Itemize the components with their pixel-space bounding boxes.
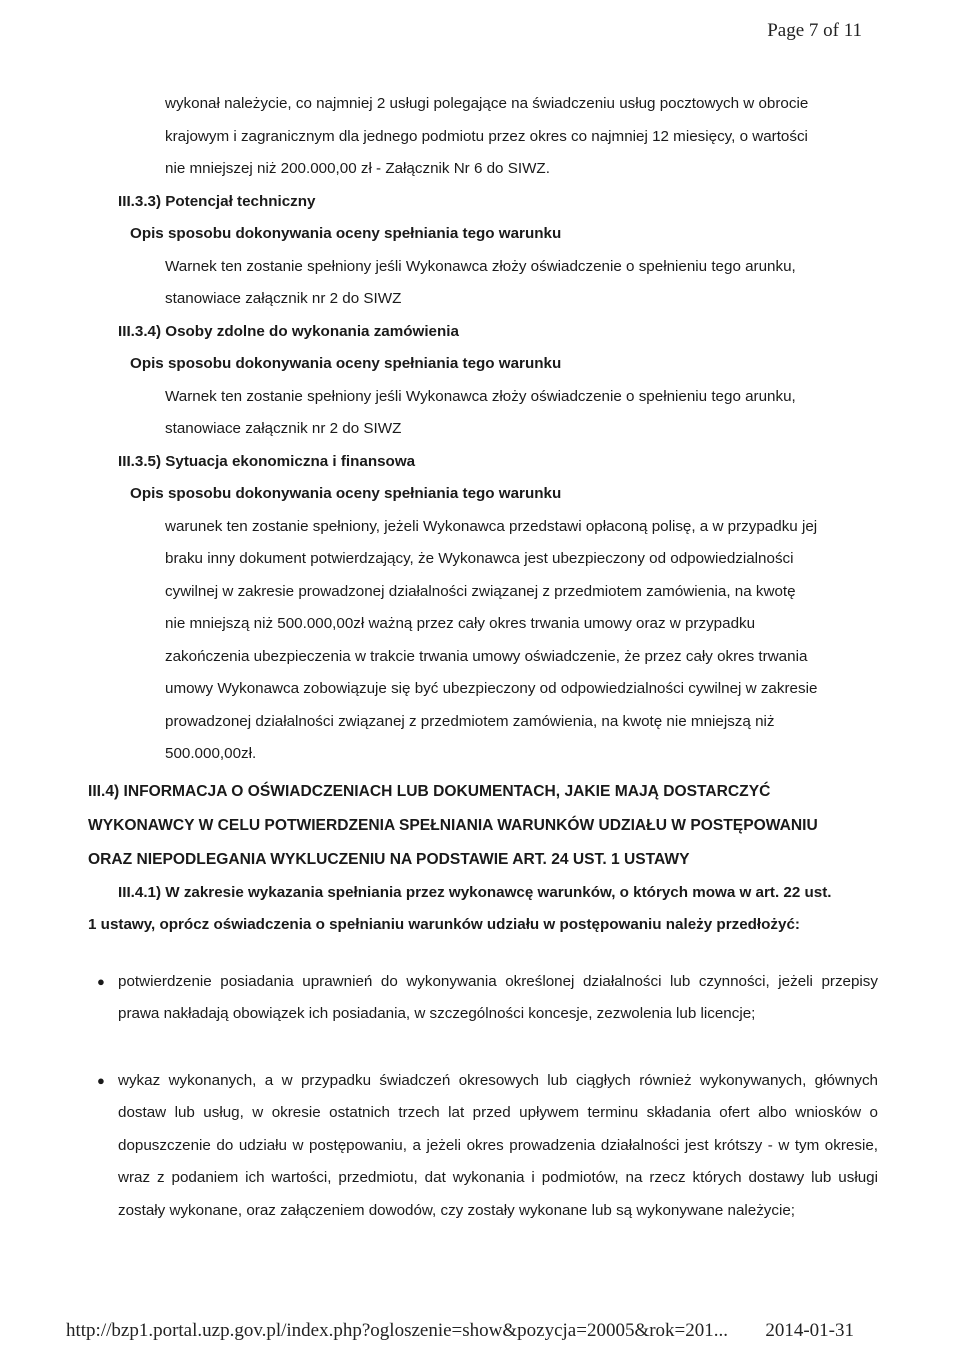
requirements-list: [88, 966, 878, 1228]
section-title-34: ORAZ NIEPODLEGANIA WYKLUCZENIU NA PODSTAWIE ART. 24 UST. 1 USTAWY: [88, 850, 690, 868]
condition-line: warunek ten zostanie spełniony, jeżeli Wykonawca przedstawi opłaconą polisę, a w przypadku jej: [165, 517, 818, 535]
condition-line: stanowiace załącznik nr 2 do SIWZ: [165, 290, 402, 307]
condition-line: Warnek ten zostanie spełniony jeśli Wykonawca złoży oświadczenie o spełnieniu tego arunku,: [165, 257, 796, 275]
list-item: [88, 966, 878, 1031]
method-heading: Opis sposobu dokonywania oceny spełniania tego warunku: [130, 355, 562, 372]
bullet-icon: ●: [97, 1072, 105, 1088]
condition-line: umowy Wykonawca zobowiązuje się być ubezpieczony od odpowiedzialności cywilnej w zakresie: [165, 680, 818, 697]
section-title-34: WYKONAWCY W CELU POTWIERDZENIA SPEŁNIANIA WARUNKÓW UDZIAŁU W POSTĘPOWANIU: [88, 816, 818, 834]
bullet-icon: ●: [97, 973, 105, 989]
list-item-text: potwierdzenie posiadania uprawnień do wykonywania określonej działalności lub czynności, jeżeli przepisy prawa nakładają obowiązek ich posiadania, w szczególności koncesje, zezwolenia lub licencje;: [118, 972, 878, 1022]
condition-line: nie mniejszą niż 500.000,00zł ważną przez cały okres trwania umowy oraz w przypadku: [165, 615, 756, 632]
section-title-333: III.3.3) Potencjał techniczny: [118, 192, 316, 210]
condition-line: zakończenia ubezpieczenia w trakcie trwania umowy oświadczenie, że przez cały okres trwania: [165, 647, 808, 665]
method-heading: Opis sposobu dokonywania oceny spełniania tego warunku: [130, 485, 562, 502]
section-title-334: III.3.4) Osoby zdolne do wykonania zamówienia: [118, 322, 459, 340]
condition-line: cywilnej w zakresie prowadzonej działalności związanej z przedmiotem zamówienia, na kwotę: [165, 582, 796, 600]
method-heading: Opis sposobu dokonywania oceny spełniania tego warunku: [130, 225, 562, 242]
page-number: Page 7 of 11: [767, 20, 862, 41]
list-item-text: wykaz wykonanych, a w przypadku świadczeń okresowych lub ciągłych również wykonywanych, głównych dostaw lub usług, w okresie ostatnich trzech lat przed upływem terminu składania ofert albo wniosków o dopuszczenie do udziału w postępowaniu, a jeżeli okres prowadzenia działalności jest krótszy - w tym okresie, wraz z podaniem ich wartości, przedmiotu, dat wykonania i podmiotów, na rzecz których dostawy lub usługi zostały wykonane, oraz załączeniem dowodów, czy zostały wykonane lub są wykonywane należycie;: [118, 1071, 878, 1219]
intro-line: krajowym i zagranicznym dla jednego podmiotu przez okres co najmniej 12 miesięcy, o wartości: [165, 127, 808, 145]
condition-line: stanowiace załącznik nr 2 do SIWZ: [165, 420, 402, 437]
intro-line: nie mniejszej niż 200.000,00 zł - Załącznik Nr 6 do SIWZ.: [165, 160, 550, 177]
intro-line: wykonał należycie, co najmniej 2 usługi polegające na świadczeniu usług pocztowych w obrocie: [165, 95, 809, 112]
condition-line: 500.000,00zł.: [165, 745, 257, 762]
section-title-341: III.4.1) W zakresie wykazania spełniania przez wykonawcę warunków, o których mowa w art. 22 ust.: [118, 883, 832, 901]
footer-url: http://bzp1.portal.uzp.gov.pl/index.php?ogloszenie=show&pozycja=20005&rok=201...: [66, 1320, 729, 1341]
footer-date: 2014-01-31: [765, 1320, 854, 1341]
condition-line: prowadzonej działalności związanej z przedmiotem zamówienia, na kwotę nie mniejszą niż: [165, 712, 775, 730]
list-item: [88, 1065, 878, 1228]
condition-line: Warnek ten zostanie spełniony jeśli Wykonawca złoży oświadczenie o spełnieniu tego arunku,: [165, 387, 796, 405]
section-title-341: 1 ustawy, oprócz oświadczenia o spełnianiu warunków udziału w postępowaniu należy przedłożyć:: [88, 916, 800, 933]
document-body: [88, 88, 878, 1261]
section-title-335: III.3.5) Sytuacja ekonomiczna i finansowa: [118, 452, 416, 470]
section-title-34: III.4) INFORMACJA O OŚWIADCZENIACH LUB DOKUMENTACH, JAKIE MAJĄ DOSTARCZYĆ: [88, 782, 771, 800]
condition-line: braku inny dokument potwierdzający, że Wykonawca jest ubezpieczony od odpowiedzialności: [165, 550, 794, 567]
